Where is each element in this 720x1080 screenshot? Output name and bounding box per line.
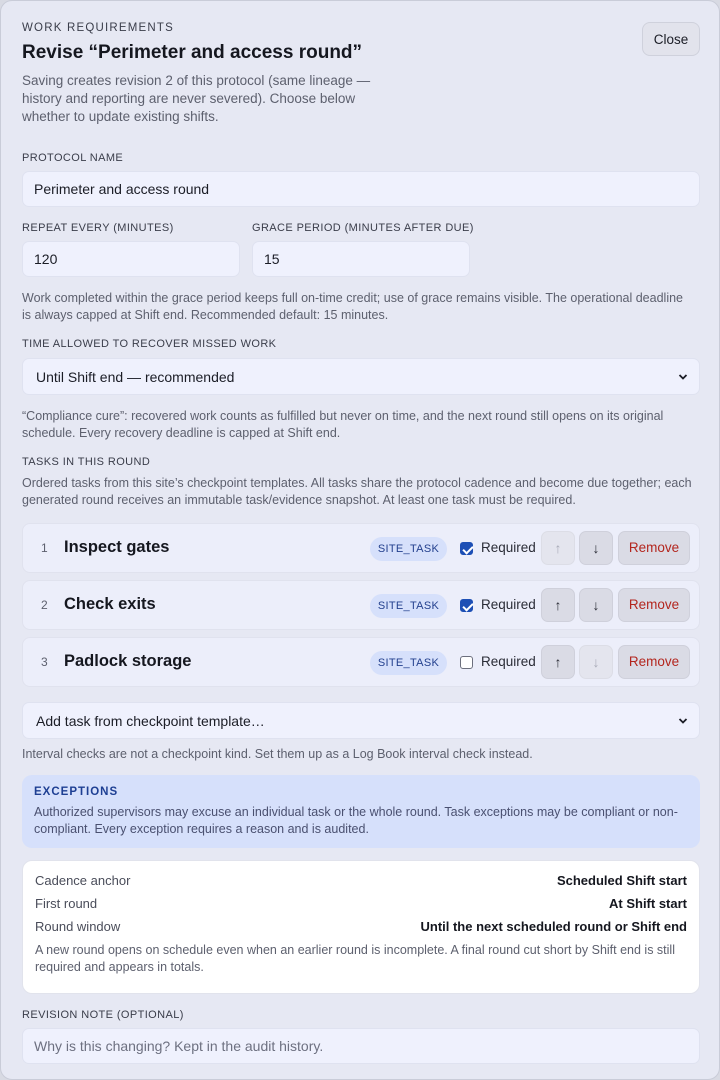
summary-value: Until the next scheduled round or Shift end bbox=[420, 919, 687, 934]
summary-value: At Shift start bbox=[609, 896, 687, 911]
tasks-label: TASKS IN THIS ROUND bbox=[22, 456, 151, 468]
move-up-button[interactable]: ↑ bbox=[541, 588, 575, 622]
task-number: 1 bbox=[41, 541, 48, 555]
grace-period-input[interactable] bbox=[252, 241, 470, 277]
summary-row bbox=[35, 919, 687, 937]
move-down-button[interactable]: ↓ bbox=[579, 531, 613, 565]
chevron-down-icon bbox=[678, 372, 688, 382]
task-row bbox=[22, 637, 700, 687]
revision-note-label: REVISION NOTE (OPTIONAL) bbox=[22, 1009, 184, 1021]
dialog-subtitle: Saving creates revision 2 of this protocol (same lineage — history and reporting are never severed). Choose below whether to update existing shifts. bbox=[22, 73, 371, 124]
task-number: 3 bbox=[41, 655, 48, 669]
summary-key: Round window bbox=[35, 919, 121, 934]
task-name: Check exits bbox=[64, 595, 156, 613]
required-label: Required bbox=[481, 597, 536, 612]
remove-task-button[interactable]: Remove bbox=[618, 588, 690, 622]
move-down-button[interactable]: ↓ bbox=[579, 645, 613, 679]
summary-note: A new round opens on schedule even when an earlier round is incomplete. A final round cut short by Shift end is still required and appears in totals. bbox=[35, 943, 675, 974]
remove-task-button[interactable]: Remove bbox=[618, 531, 690, 565]
summary-key: First round bbox=[35, 896, 98, 911]
remove-task-button[interactable]: Remove bbox=[618, 645, 690, 679]
move-up-button[interactable]: ↑ bbox=[541, 531, 575, 565]
task-kind-badge: SITE_TASK bbox=[370, 537, 447, 561]
task-row bbox=[22, 580, 700, 630]
add-task-select-value: Add task from checkpoint template… bbox=[36, 712, 265, 729]
task-name: Inspect gates bbox=[64, 538, 170, 556]
required-label: Required bbox=[481, 654, 536, 669]
recover-help-text: “Compliance cure”: recovered work counts as fulfilled but never on time, and the next round still opens on its original schedule. Every recovery deadline is capped at Shift end. bbox=[22, 409, 664, 440]
repeat-every-input[interactable] bbox=[22, 241, 240, 277]
required-checkbox[interactable] bbox=[460, 599, 473, 612]
task-number: 2 bbox=[41, 598, 48, 612]
summary-key: Cadence anchor bbox=[35, 873, 131, 888]
summary-row bbox=[35, 873, 687, 891]
task-kind-badge: SITE_TASK bbox=[370, 594, 447, 618]
grace-period-label: GRACE PERIOD (MINUTES AFTER DUE) bbox=[252, 222, 474, 234]
protocol-name-label: PROTOCOL NAME bbox=[22, 152, 124, 164]
close-button[interactable]: Close bbox=[642, 22, 700, 56]
exceptions-body: Authorized supervisors may excuse an individual task or the whole round. Task exceptions may be compliant or non-compliant. Every exception requires a reason and is audited. bbox=[34, 805, 678, 836]
move-up-button[interactable]: ↑ bbox=[541, 645, 575, 679]
required-checkbox[interactable] bbox=[460, 542, 473, 555]
repeat-every-label: REPEAT EVERY (MINUTES) bbox=[22, 222, 174, 234]
exceptions-callout bbox=[22, 775, 700, 848]
task-row bbox=[22, 523, 700, 573]
required-label: Required bbox=[481, 540, 536, 555]
protocol-name-input[interactable] bbox=[22, 171, 700, 207]
tasks-help-text: Ordered tasks from this site’s checkpoint templates. All tasks share the protocol cadence and become due together; each generated round receives an immutable task/evidence snapshot. At least one task must be required. bbox=[22, 476, 692, 507]
add-task-select[interactable] bbox=[22, 702, 700, 739]
add-task-help-text: Interval checks are not a checkpoint kind. Set them up as a Log Book interval check instead. bbox=[22, 747, 533, 761]
move-down-button[interactable]: ↓ bbox=[579, 588, 613, 622]
task-name: Padlock storage bbox=[64, 652, 192, 670]
task-kind-badge: SITE_TASK bbox=[370, 651, 447, 675]
required-checkbox[interactable] bbox=[460, 656, 473, 669]
revision-note-input[interactable] bbox=[22, 1028, 700, 1064]
exceptions-title: EXCEPTIONS bbox=[34, 786, 119, 798]
dialog-title: Revise “Perimeter and access round” bbox=[22, 42, 363, 63]
recover-label: TIME ALLOWED TO RECOVER MISSED WORK bbox=[22, 338, 277, 350]
recover-select[interactable] bbox=[22, 358, 700, 395]
summary-value: Scheduled Shift start bbox=[556, 873, 687, 888]
summary-row bbox=[35, 896, 687, 914]
chevron-down-icon bbox=[678, 716, 688, 726]
recover-select-value: Until Shift end — recommended bbox=[36, 368, 235, 385]
grace-help-text: Work completed within the grace period keeps full on-time credit; use of grace remains visible. The operational deadline is always capped at Shift end. Recommended default: 15 minutes. bbox=[22, 291, 683, 322]
cadence-summary-card bbox=[22, 860, 700, 994]
dialog-eyebrow: WORK REQUIREMENTS bbox=[22, 22, 175, 34]
